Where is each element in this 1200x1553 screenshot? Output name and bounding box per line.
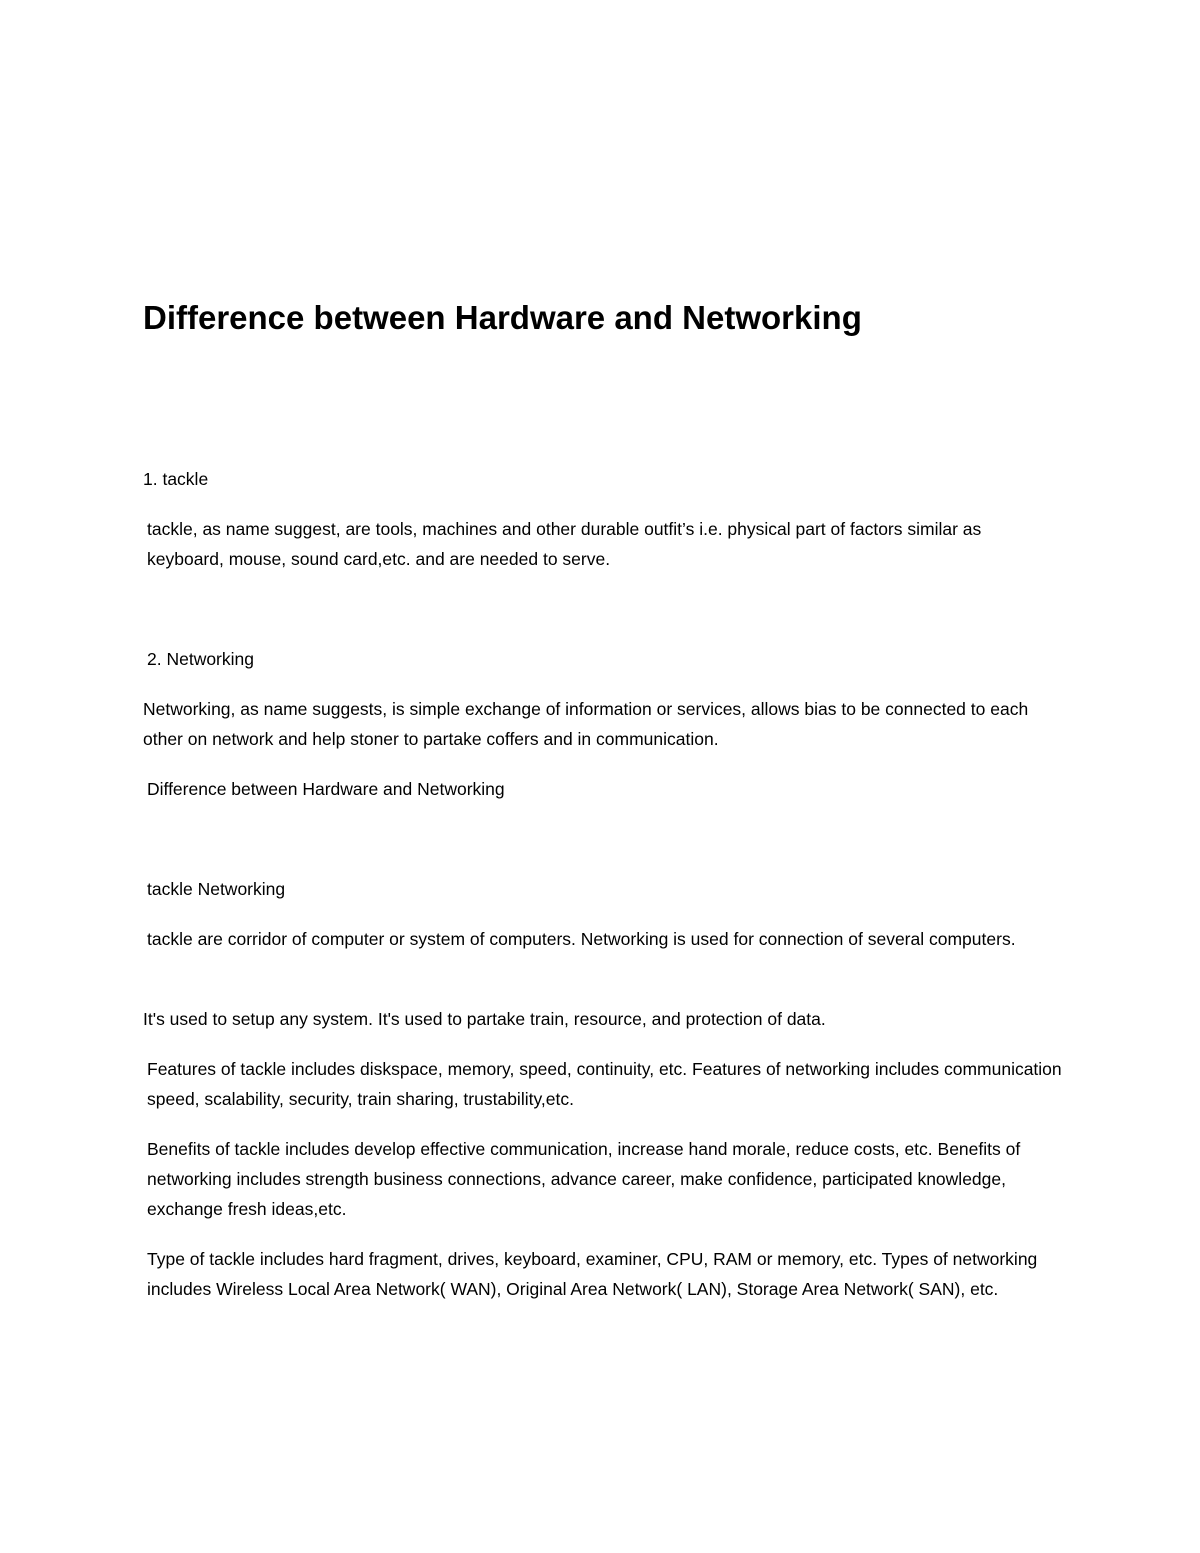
paragraph-networking-definition: Networking, as name suggests, is simple exchange of information or services, allows bias to be connected to each other on network and help stoner to partake coffers and in communication. [143, 699, 1029, 749]
comparison-types: Type of tackle includes hard fragment, drives, keyboard, examiner, CPU, RAM or memory, etc. Types of networking includes Wireless Local Area Network( WAN), Original Area Network( LAN), Storage Area Network( SAN), etc. [147, 1249, 1038, 1299]
comparison-features: Features of tackle includes diskspace, memory, speed, continuity, etc. Features of networking includes communication speed, scalability, security, train sharing, trustability,etc. [147, 1059, 1062, 1109]
comparison-definition: tackle are corridor of computer or system of computers. Networking is used for connection of several computers. [147, 929, 1016, 949]
comparison-header: tackle Networking [147, 879, 286, 899]
heading-networking: 2. Networking [147, 649, 254, 669]
document-title: Difference between Hardware and Networking [143, 299, 862, 336]
comparison-usage: It's used to setup any system. It's used to partake train, resource, and protection of data. [143, 1009, 826, 1029]
paragraph-hardware-definition: tackle, as name suggest, are tools, machines and other durable outfit’s i.e. physical part of factors similar as keyboard, mouse, sound card,etc. and are needed to serve. [147, 519, 982, 569]
comparison-benefits: Benefits of tackle includes develop effective communication, increase hand morale, reduce costs, etc. Benefits of networking includes strength business connections, advance career, make confidence, participated knowledge, exchange fresh ideas,etc. [147, 1139, 1021, 1219]
heading-difference: Difference between Hardware and Networking [147, 779, 505, 799]
heading-hardware: 1. tackle [143, 469, 209, 489]
